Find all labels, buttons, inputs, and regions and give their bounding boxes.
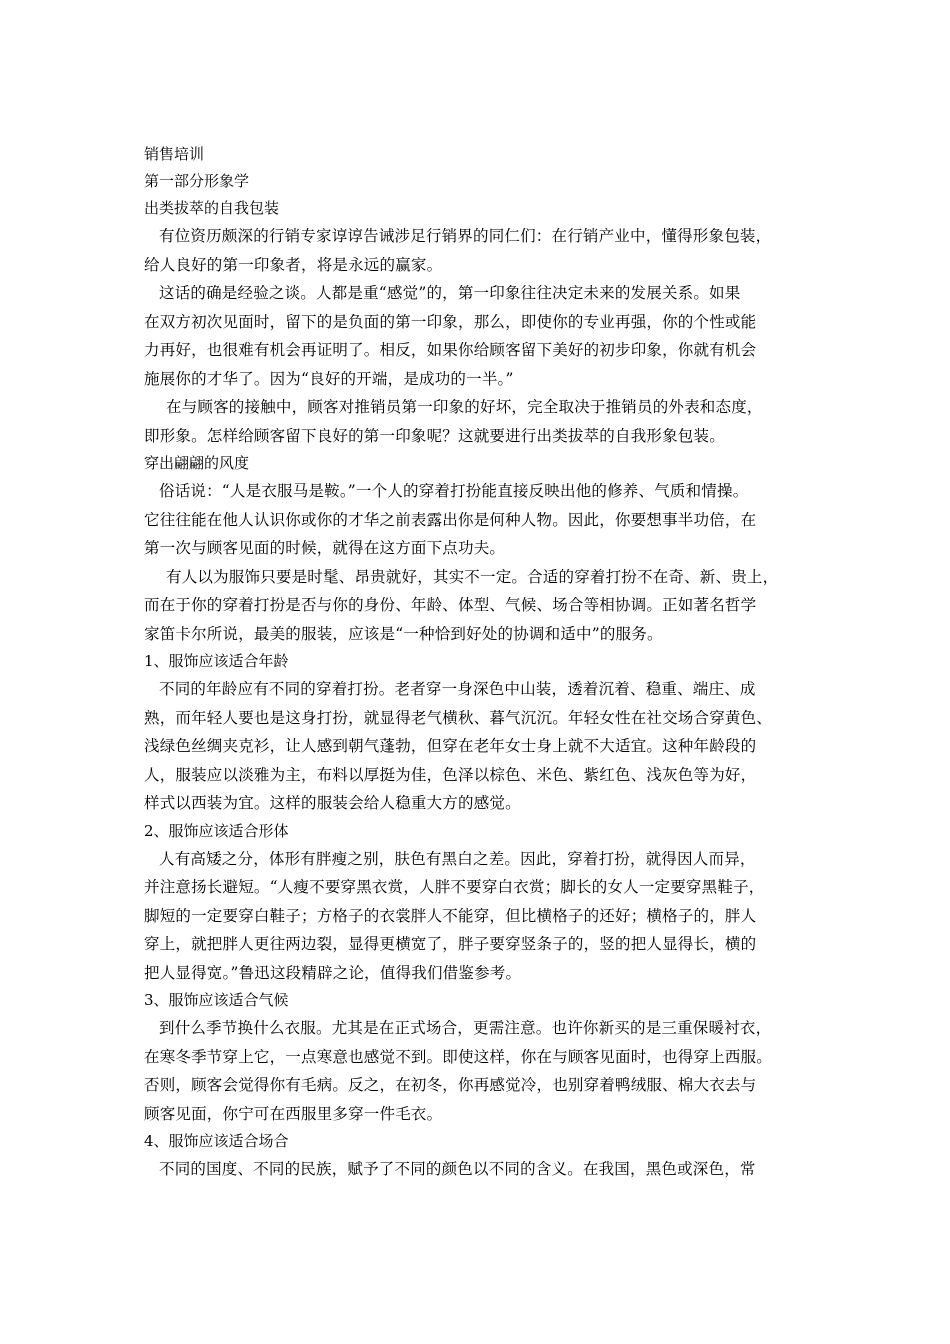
paragraph-line: 施展你的才华了。因为“良好的开端，是成功的一半。”: [144, 369, 514, 388]
part-title: 第一部分形象学: [144, 172, 250, 190]
paragraph-line: 人有高矮之分，体形有胖瘦之别，肤色有黑白之差。因此，穿着打扮，就得因人而异，: [159, 849, 756, 868]
numbered-heading: 2、服饰应该适合形体: [144, 821, 289, 840]
paragraph-line: 样式以西装为宜。这样的服装会给人稳重大方的感觉。: [144, 794, 521, 812]
paragraph-line: 熟，而年轻人要也是这身打扮，就显得老气横秋、暮气沉沉。年轻女性在社交场合穿黄色、: [144, 708, 773, 727]
paragraph: [144, 1014, 808, 1128]
paragraph: [144, 279, 808, 393]
paragraph-line: 并注意扬长避短。“人瘦不要穿黑衣赏，人胖不要穿白衣赏；脚长的女人一定要穿黑鞋子，: [144, 878, 765, 896]
paragraph: [144, 222, 808, 279]
paragraph-line: 把人显得宽。”鲁迅这段精辟之论，值得我们借鉴参考。: [144, 963, 522, 982]
paragraph-line: 给人良好的第一印象者，将是永远的赢家。: [144, 255, 443, 274]
paragraph-line: 在与顾客的接触中，顾客对推销员第一印象的好坏，完全取决于推销员的外表和态度，: [166, 398, 763, 416]
paragraph-line: 即形象。怎样给顾客留下良好的第一印象呢？这就要进行出类拔萃的自我形象包装。: [144, 426, 725, 445]
paragraph: [144, 1155, 808, 1184]
paragraph-line: 不同的年龄应有不同的穿着打扮。老者穿一身深色中山装，透着沉着、稳重、端庄、成: [159, 680, 756, 698]
paragraph: [144, 393, 808, 450]
paragraph-line: 在寒冬季节穿上它，一点寒意也感觉不到。即使这样，你在与顾客见面时，也得穿上西服。: [144, 1047, 773, 1066]
paragraph-line: 这话的确是经验之谈。人都是重“感觉”的，第一印象往往决定未来的发展关系。如果: [159, 284, 741, 302]
numbered-heading: 4、服饰应该适合场合: [144, 1132, 289, 1150]
paragraph-line: 第一次与顾客见面的时候，就得在这方面下点功夫。: [144, 539, 506, 557]
section-title: 出类拔萃的自我包装: [144, 199, 280, 217]
paragraph: [144, 845, 808, 988]
numbered-heading: 3、服饰应该适合气候: [144, 991, 289, 1009]
document-title: 销售培训: [144, 145, 205, 163]
paragraph-line: 而在于你的穿着打扮是否与你的身份、年龄、体型、气候、场合等相协调。正如著名哲学: [144, 596, 757, 614]
paragraph-line: 不同的国度、不同的民族，赋予了不同的颜色以不同的含义。在我国，黑色或深色，常: [159, 1160, 756, 1178]
paragraph-line: 否则，顾客会觉得你有毛病。反之，在初冬，你再感觉冷，也别穿着鸭绒服、棉大衣去与: [144, 1076, 757, 1094]
paragraph-line: 它往往能在他人认识你或你的才华之前表露出你是何种人物。因此，你要想事半功倍，在: [144, 510, 757, 529]
paragraph: [144, 477, 808, 563]
paragraph-line: 浅绿色丝绸夹克衫，让人感到朝气蓬勃，但穿在老年女士身上就不大适宜。这种年龄段的: [144, 737, 757, 755]
document-body: [144, 141, 808, 1184]
paragraph-line: 人，服装应以淡雅为主，布料以厚挺为佳，色泽以棕色、米色、紫红色、浅灰色等为好，: [144, 765, 757, 784]
paragraph-line: 穿上，就把胖人更往两边裂，显得更横宽了，胖子要穿竖条子的，竖的把人显得长，横的: [144, 935, 757, 953]
paragraph-line: 家笛卡尔所说，最美的服装，应该是“一种恰到好处的协调和适中”的服务。: [144, 624, 663, 643]
paragraph: [144, 675, 808, 818]
paragraph-line: 脚短的一定要穿白鞋子；方格子的衣裳胖人不能穿，但比横格子的还好；横格子的，胖人: [144, 906, 757, 925]
paragraph-line: 到什么季节换什么衣服。尤其是在正式场合，更需注意。也许你新买的是三重保暖衬衣，: [159, 1019, 772, 1037]
paragraph: [144, 563, 808, 649]
paragraph-line: 在双方初次见面时，留下的是负面的第一印象，那么，即使你的专业再强，你的个性或能: [144, 312, 757, 331]
section-title: 穿出翩翩的风度: [144, 454, 250, 472]
paragraph-line: 俗话说：“人是衣服马是鞍。”一个人的穿着打扮能直接反映出他的修养、气质和情操。: [159, 482, 749, 500]
paragraph-line: 有位资历颇深的行销专家谆谆告诫涉足行销界的同仁们：在行销产业中，懂得形象包装，: [159, 227, 772, 245]
paragraph-line: 有人以为服饰只要是时髦、昂贵就好，其实不一定。合适的穿着打扮不在奇、新、贵上，: [166, 567, 779, 586]
paragraph-line: 顾客见面，你宁可在西服里多穿一件毛衣。: [144, 1104, 443, 1123]
numbered-heading: 1、服饰应该适合年龄: [144, 652, 289, 670]
paragraph-line: 力再好，也很难有机会再证明了。相反，如果你给顾客留下美好的初步印象，你就有机会: [144, 341, 757, 359]
